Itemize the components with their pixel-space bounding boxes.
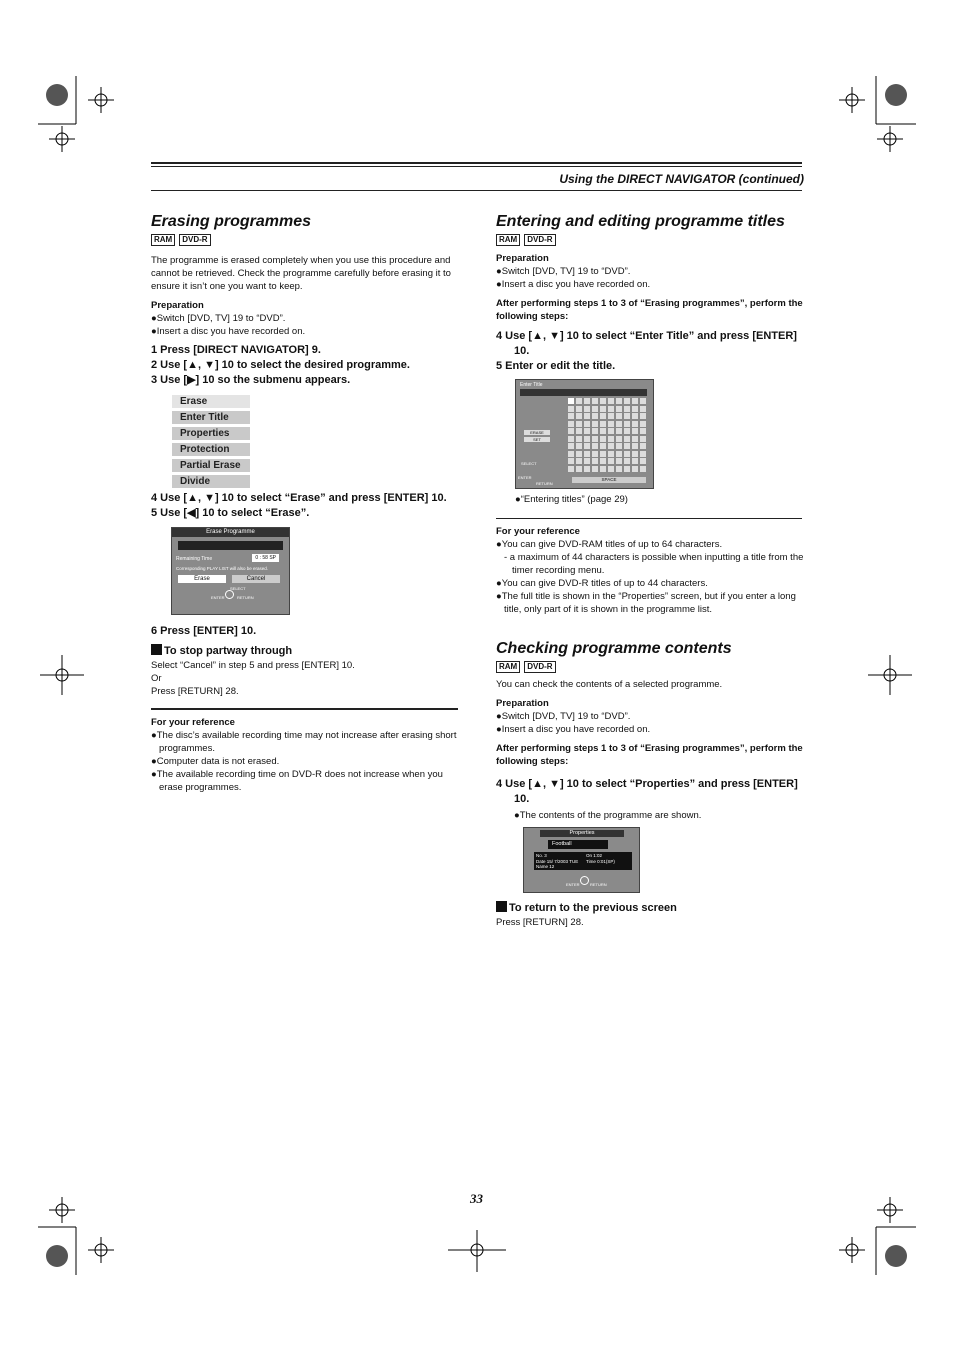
properties-title: Properties bbox=[540, 830, 624, 837]
character-key[interactable] bbox=[584, 443, 590, 449]
character-key[interactable] bbox=[640, 458, 646, 464]
erase-note: Corresponding PLAY LIST will also be erased. bbox=[176, 566, 269, 571]
character-key[interactable] bbox=[640, 421, 646, 427]
character-key[interactable] bbox=[632, 398, 638, 404]
info-right bbox=[586, 853, 615, 864]
character-key[interactable] bbox=[576, 421, 582, 427]
stop-text: Select “Cancel” in step 5 and press [ENTER] 10. bbox=[151, 660, 355, 671]
erasing-section bbox=[151, 213, 461, 794]
character-key[interactable] bbox=[640, 398, 646, 404]
character-key[interactable] bbox=[608, 406, 614, 412]
enter-label: ENTER bbox=[566, 882, 580, 887]
ref-label: For your reference bbox=[496, 526, 580, 537]
square-bullet-icon bbox=[496, 901, 507, 912]
character-key[interactable] bbox=[600, 458, 606, 464]
character-key[interactable] bbox=[608, 421, 614, 427]
step: 2 Use [▲, ▼] 10 to select the desired programme. bbox=[151, 359, 410, 371]
character-key[interactable] bbox=[592, 458, 598, 464]
step: 6 Press [ENTER] 10. bbox=[151, 625, 257, 637]
character-key[interactable] bbox=[568, 428, 574, 434]
ref-item: ●You can give DVD-RAM titles of up to 64 characters. bbox=[496, 539, 723, 550]
return-label: RETURN bbox=[590, 882, 607, 887]
character-key[interactable] bbox=[616, 466, 622, 472]
menu-item-partial-erase[interactable]: Partial Erase bbox=[172, 459, 250, 472]
character-key[interactable] bbox=[576, 458, 582, 464]
character-key[interactable] bbox=[624, 398, 630, 404]
badge-dvdr: DVD-R bbox=[179, 234, 210, 246]
character-key[interactable] bbox=[624, 443, 630, 449]
character-key[interactable] bbox=[584, 398, 590, 404]
character-key[interactable] bbox=[584, 413, 590, 419]
character-key[interactable] bbox=[592, 436, 598, 442]
character-key[interactable] bbox=[616, 421, 622, 427]
character-key[interactable] bbox=[608, 466, 614, 472]
character-key[interactable] bbox=[632, 428, 638, 434]
character-key[interactable] bbox=[568, 443, 574, 449]
character-key[interactable] bbox=[616, 406, 622, 412]
character-key[interactable] bbox=[576, 406, 582, 412]
info-left bbox=[536, 853, 578, 870]
character-key[interactable] bbox=[584, 451, 590, 457]
prep-label: Preparation bbox=[496, 253, 549, 264]
enter-title-label: Enter Title bbox=[520, 382, 543, 388]
character-key[interactable] bbox=[640, 451, 646, 457]
entering-section bbox=[496, 213, 804, 929]
prep-item: ●Switch [DVD, TV] 19 to “DVD”. bbox=[496, 711, 631, 722]
note: ●The contents of the programme are shown. bbox=[514, 810, 702, 821]
character-key[interactable] bbox=[592, 443, 598, 449]
character-key[interactable] bbox=[640, 406, 646, 412]
programme-name: Football bbox=[548, 840, 608, 849]
character-key[interactable] bbox=[608, 398, 614, 404]
character-key[interactable] bbox=[624, 466, 630, 472]
character-key[interactable] bbox=[576, 451, 582, 457]
character-key[interactable] bbox=[576, 443, 582, 449]
badge-ram: RAM bbox=[496, 661, 520, 673]
section-title: Entering and editing programme titles bbox=[496, 213, 785, 230]
character-key[interactable] bbox=[584, 406, 590, 412]
section-title: Checking programme contents bbox=[496, 640, 732, 657]
section-title: Erasing programmes bbox=[151, 213, 312, 230]
step: 4 Use [▲, ▼] 10 to select “Properties” and press [ENTER] 10. bbox=[496, 778, 798, 805]
disc-badges bbox=[496, 661, 804, 673]
dpad-icon bbox=[225, 590, 234, 599]
character-key[interactable] bbox=[584, 466, 590, 472]
character-key[interactable] bbox=[624, 436, 630, 442]
ref-item: ●The available recording time on DVD-R does not increase when you erase programmes. bbox=[151, 769, 443, 793]
character-key[interactable] bbox=[600, 413, 606, 419]
character-key[interactable] bbox=[616, 428, 622, 434]
character-key[interactable] bbox=[616, 443, 622, 449]
character-key[interactable] bbox=[608, 443, 614, 449]
ref-label: For your reference bbox=[151, 717, 235, 728]
step: 1 Press [DIRECT NAVIGATOR] 9. bbox=[151, 344, 321, 356]
ref-item: ●The full title is shown in the “Properties” screen, but if you enter a long title, only part of it is shown in the programme list. bbox=[496, 591, 796, 615]
character-key[interactable] bbox=[584, 428, 590, 434]
running-header: Using the DIRECT NAVIGATOR (continued) bbox=[559, 172, 804, 186]
info-no: No. 3 bbox=[536, 853, 547, 858]
after-steps: After performing steps 1 to 3 of “Erasing programmes”, perform the following steps: bbox=[496, 743, 803, 767]
enter-title-screen bbox=[515, 379, 654, 489]
character-key[interactable] bbox=[632, 451, 638, 457]
erase-screen-title: Erase Programme bbox=[172, 528, 289, 537]
prep-label: Preparation bbox=[151, 300, 204, 311]
intro-text: You can check the contents of a selected programme. bbox=[496, 679, 723, 690]
cancel-button[interactable]: Cancel bbox=[232, 575, 280, 583]
character-key[interactable] bbox=[608, 458, 614, 464]
menu-item-divide[interactable]: Divide bbox=[172, 475, 250, 488]
character-key[interactable] bbox=[592, 398, 598, 404]
character-key[interactable] bbox=[576, 466, 582, 472]
page-number: 33 bbox=[470, 1191, 483, 1206]
character-key[interactable] bbox=[640, 436, 646, 442]
return-text: Press [RETURN] 28. bbox=[496, 917, 584, 928]
character-key[interactable] bbox=[592, 466, 598, 472]
character-grid bbox=[568, 398, 650, 473]
character-key[interactable] bbox=[608, 413, 614, 419]
intro-text: The programme is erased completely when you use this procedure and cannot be retrieved. Check the programme carefully before erasing it to ensure it isn’t one you want to keep. bbox=[151, 255, 451, 292]
character-key[interactable] bbox=[600, 451, 606, 457]
badge-dvdr: DVD-R bbox=[524, 234, 555, 246]
enter-label: ENTER bbox=[518, 475, 532, 480]
after-steps: After performing steps 1 to 3 of “Erasing programmes”, perform the following steps: bbox=[496, 298, 803, 322]
character-key[interactable] bbox=[640, 443, 646, 449]
return-heading bbox=[496, 901, 804, 916]
character-key[interactable] bbox=[584, 436, 590, 442]
character-key[interactable] bbox=[592, 413, 598, 419]
erase-button[interactable]: Erase bbox=[178, 575, 226, 583]
header-rule-bottom bbox=[151, 190, 802, 191]
character-key[interactable] bbox=[568, 421, 574, 427]
title-field[interactable] bbox=[520, 389, 647, 396]
character-key[interactable] bbox=[576, 436, 582, 442]
badge-ram: RAM bbox=[496, 234, 520, 246]
stop-heading-text: To stop partway through bbox=[164, 645, 293, 657]
info-time: Time 0:01(SP) bbox=[586, 858, 615, 864]
return-label: RETURN bbox=[536, 481, 553, 486]
remaining-label: Remaining Time bbox=[176, 556, 213, 562]
prep-label: Preparation bbox=[496, 698, 549, 709]
header-rule-top bbox=[151, 162, 802, 164]
character-key[interactable] bbox=[624, 458, 630, 464]
character-key[interactable] bbox=[600, 436, 606, 442]
info-name: Name 12 bbox=[536, 864, 555, 869]
character-key[interactable] bbox=[600, 443, 606, 449]
character-key[interactable] bbox=[640, 413, 646, 419]
character-key[interactable] bbox=[616, 413, 622, 419]
character-key[interactable] bbox=[600, 428, 606, 434]
header-rule-mid bbox=[151, 166, 802, 167]
erase-key[interactable]: ERASE bbox=[524, 430, 550, 435]
step: 4 Use [▲, ▼] 10 to select “Erase” and press [ENTER] 10. bbox=[151, 492, 447, 504]
ref-item: ●You can give DVD-R titles of up to 44 characters. bbox=[496, 578, 708, 589]
submenu bbox=[172, 395, 250, 488]
character-key[interactable] bbox=[632, 466, 638, 472]
character-key[interactable] bbox=[608, 428, 614, 434]
remaining-value: 0 : 58 SP bbox=[252, 554, 279, 562]
character-key[interactable] bbox=[632, 443, 638, 449]
disc-badges bbox=[151, 234, 461, 246]
character-key[interactable] bbox=[616, 436, 622, 442]
character-key[interactable] bbox=[592, 406, 598, 412]
character-key[interactable] bbox=[584, 458, 590, 464]
stop-text: Press [RETURN] 28. bbox=[151, 686, 239, 697]
return-label: RETURN bbox=[237, 595, 254, 600]
character-key[interactable] bbox=[568, 413, 574, 419]
character-key[interactable] bbox=[584, 421, 590, 427]
character-key[interactable] bbox=[608, 436, 614, 442]
space-key[interactable]: SPACE bbox=[572, 477, 646, 483]
ref-item: - a maximum of 44 characters is possible when inputting a title from the timer recording menu. bbox=[504, 552, 804, 576]
prep-item: ●Insert a disc you have recorded on. bbox=[151, 326, 306, 337]
character-key[interactable] bbox=[576, 398, 582, 404]
square-bullet-icon bbox=[151, 644, 162, 655]
step: 5 Enter or edit the title. bbox=[496, 360, 616, 372]
prep-item: ●Switch [DVD, TV] 19 to “DVD”. bbox=[496, 266, 631, 277]
info-date: Date 15/ 7/2003 TUE bbox=[536, 858, 579, 864]
character-key[interactable] bbox=[616, 458, 622, 464]
menu-item-erase[interactable]: Erase bbox=[172, 395, 250, 408]
dpad-icon bbox=[580, 876, 589, 885]
character-key[interactable] bbox=[568, 458, 574, 464]
badge-dvdr: DVD-R bbox=[524, 661, 555, 673]
character-key[interactable] bbox=[624, 406, 630, 412]
divider bbox=[496, 518, 802, 519]
character-key[interactable] bbox=[576, 428, 582, 434]
prep-item: ●Insert a disc you have recorded on. bbox=[496, 724, 651, 735]
menu-item-enter-title[interactable]: Enter Title bbox=[172, 411, 250, 424]
divider bbox=[151, 708, 458, 710]
ref-item: ●Computer data is not erased. bbox=[151, 756, 280, 767]
step: 3 Use [▶] 10 so the submenu appears. bbox=[151, 374, 351, 386]
character-key[interactable] bbox=[624, 428, 630, 434]
note: ●“Entering titles” (page 29) bbox=[515, 494, 628, 505]
character-key[interactable] bbox=[568, 436, 574, 442]
step: 4 Use [▲, ▼] 10 to select “Enter Title” and press [ENTER] 10. bbox=[496, 330, 797, 357]
badge-ram: RAM bbox=[151, 234, 175, 246]
character-key[interactable] bbox=[616, 398, 622, 404]
disc-badges bbox=[496, 234, 804, 246]
character-key[interactable] bbox=[640, 466, 646, 472]
character-key[interactable] bbox=[568, 398, 574, 404]
select-label: SELECT bbox=[230, 586, 246, 591]
select-label: SELECT bbox=[521, 461, 537, 466]
stop-heading bbox=[151, 644, 461, 659]
enter-label: ENTER bbox=[211, 595, 225, 600]
character-key[interactable] bbox=[632, 458, 638, 464]
character-key[interactable] bbox=[568, 406, 574, 412]
character-key[interactable] bbox=[632, 406, 638, 412]
prep-item: ●Insert a disc you have recorded on. bbox=[496, 279, 651, 290]
properties-screen bbox=[523, 827, 640, 893]
character-key[interactable] bbox=[616, 451, 622, 457]
character-key[interactable] bbox=[624, 413, 630, 419]
character-key[interactable] bbox=[632, 421, 638, 427]
stop-text: Or bbox=[151, 673, 162, 684]
character-key[interactable] bbox=[600, 406, 606, 412]
step: 5 Use [◀] 10 to select “Erase”. bbox=[151, 507, 310, 519]
character-key[interactable] bbox=[592, 428, 598, 434]
prep-item: ●Switch [DVD, TV] 19 to “DVD”. bbox=[151, 313, 286, 324]
erase-screen bbox=[171, 527, 290, 615]
character-key[interactable] bbox=[568, 451, 574, 457]
character-key[interactable] bbox=[640, 428, 646, 434]
return-heading-text: To return to the previous screen bbox=[509, 902, 677, 914]
info-on: On 1:02 bbox=[586, 853, 603, 858]
character-key[interactable] bbox=[632, 413, 638, 419]
character-key[interactable] bbox=[592, 421, 598, 427]
menu-item-protection[interactable]: Protection bbox=[172, 443, 250, 456]
character-key[interactable] bbox=[608, 451, 614, 457]
set-key[interactable]: SET bbox=[524, 437, 550, 442]
character-key[interactable] bbox=[624, 451, 630, 457]
character-key[interactable] bbox=[600, 466, 606, 472]
character-key[interactable] bbox=[600, 398, 606, 404]
character-key[interactable] bbox=[632, 436, 638, 442]
character-key[interactable] bbox=[576, 413, 582, 419]
character-key[interactable] bbox=[600, 421, 606, 427]
ref-item: ●The disc’s available recording time may not increase after erasing short programmes. bbox=[151, 730, 457, 754]
character-key[interactable] bbox=[592, 451, 598, 457]
menu-item-properties[interactable]: Properties bbox=[172, 427, 250, 440]
character-key[interactable] bbox=[624, 421, 630, 427]
character-key[interactable] bbox=[568, 466, 574, 472]
